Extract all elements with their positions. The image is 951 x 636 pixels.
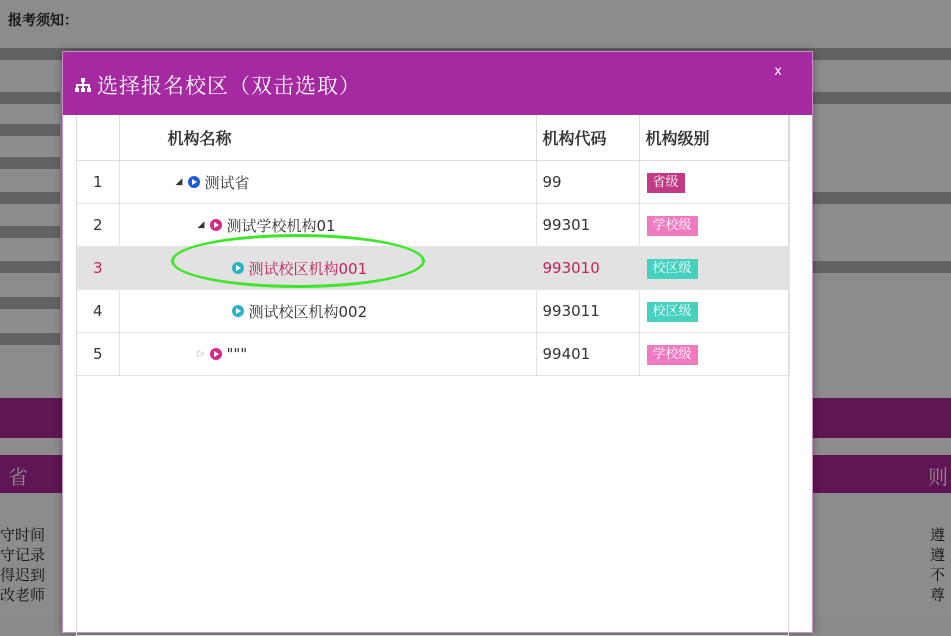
org-name-cell <box>119 290 536 333</box>
org-name: 测试校区机构002 <box>248 302 368 321</box>
scrollbar-gutter <box>788 115 789 161</box>
org-name: 测试省 <box>204 173 250 192</box>
play-circle-icon <box>232 305 244 317</box>
level-badge: 校区级 <box>647 259 698 279</box>
row-number: 1 <box>77 161 119 204</box>
org-code: 993010 <box>536 247 639 290</box>
org-code: 99401 <box>536 333 639 376</box>
play-circle-icon <box>188 176 200 188</box>
org-code: 99301 <box>536 204 639 247</box>
org-name: """ <box>226 345 248 363</box>
column-header-level[interactable]: 机构级别 <box>639 115 788 161</box>
close-button[interactable]: x <box>774 64 782 79</box>
tree-expander-icon[interactable]: ◢ <box>175 177 183 187</box>
scrollbar-gutter <box>788 161 789 204</box>
tree-expander-icon[interactable]: ◢ <box>197 220 205 230</box>
org-level-cell <box>639 204 788 247</box>
dialog-title: 选择报名校区（双击选取） <box>97 74 361 98</box>
tree-expander-icon[interactable]: ▷ <box>197 349 205 359</box>
play-circle-icon <box>232 262 244 274</box>
play-circle-icon <box>210 348 222 360</box>
level-badge: 校区级 <box>647 302 698 322</box>
right-column-text: 遵 遵 不 尊 <box>930 526 946 604</box>
scrollbar-gutter <box>788 333 789 376</box>
play-circle-icon <box>210 219 222 231</box>
org-level-cell <box>639 161 788 204</box>
org-tree-grid <box>76 115 789 636</box>
row-number: 2 <box>77 204 119 247</box>
org-table <box>77 115 790 376</box>
scrollbar-gutter <box>788 247 789 290</box>
org-name-cell <box>119 333 536 376</box>
org-name: 测试校区机构001 <box>248 259 368 278</box>
left-band-text: 省 <box>8 465 28 489</box>
scrollbar-gutter <box>788 204 789 247</box>
select-campus-dialog <box>62 51 813 633</box>
column-header-code[interactable]: 机构代码 <box>536 115 639 161</box>
table-row[interactable] <box>77 333 789 376</box>
left-column-text: 守时间 守记录 得迟到 改老师 <box>0 526 46 604</box>
sitemap-icon <box>75 77 91 93</box>
scrollbar-gutter <box>788 290 789 333</box>
table-row[interactable] <box>77 204 789 247</box>
org-level-cell <box>639 290 788 333</box>
org-name-cell <box>119 204 536 247</box>
level-badge: 学校级 <box>647 345 698 365</box>
notice-title: 报考须知： <box>8 13 78 29</box>
rownum-header <box>77 115 119 161</box>
row-number: 5 <box>77 333 119 376</box>
level-badge: 省级 <box>647 173 685 193</box>
table-row[interactable] <box>77 161 789 204</box>
org-name-cell <box>119 247 536 290</box>
org-code: 99 <box>536 161 639 204</box>
dialog-header <box>63 52 812 115</box>
org-name-cell <box>119 161 536 204</box>
org-code: 993011 <box>536 290 639 333</box>
row-number: 3 <box>77 247 119 290</box>
org-level-cell <box>639 247 788 290</box>
row-number: 4 <box>77 290 119 333</box>
org-level-cell <box>639 333 788 376</box>
right-band-text: 则 <box>928 465 948 489</box>
org-name: 测试学校机构01 <box>226 216 336 235</box>
table-row[interactable] <box>77 247 789 290</box>
column-header-name[interactable]: 机构名称 <box>119 115 536 161</box>
table-header-row <box>77 115 789 161</box>
table-row[interactable] <box>77 290 789 333</box>
level-badge: 学校级 <box>647 216 698 236</box>
